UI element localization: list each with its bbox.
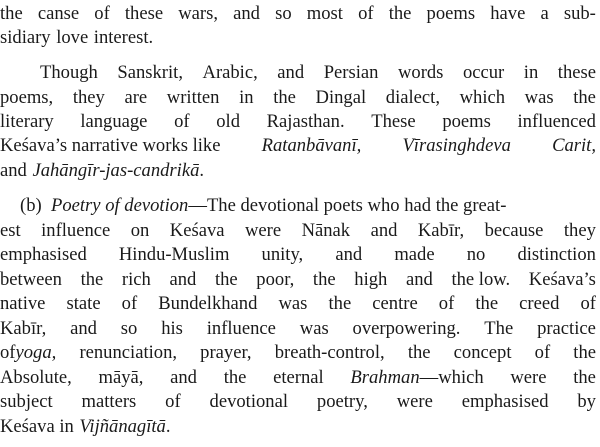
- word: canse: [37, 3, 80, 24]
- word: the: [475, 293, 499, 314]
- p3-line-3: [0, 243, 596, 267]
- word: words: [397, 62, 444, 83]
- line-text: [20, 194, 506, 218]
- word: rich: [121, 269, 151, 290]
- word: of: [94, 3, 110, 24]
- word: have: [490, 3, 526, 24]
- word: matters: [81, 391, 137, 412]
- word: poetry,: [316, 391, 368, 412]
- p2-line-1: [40, 61, 596, 85]
- punctuation: .: [199, 160, 205, 181]
- word: Nānak: [301, 220, 351, 241]
- word: The: [484, 318, 514, 339]
- word: interest.: [93, 27, 154, 48]
- word: occur: [462, 62, 505, 83]
- word: poems: [442, 111, 491, 132]
- word: poor,: [256, 269, 295, 290]
- word: and: [0, 160, 27, 181]
- word: Arabic,: [202, 62, 258, 83]
- word: on: [130, 220, 150, 241]
- word: the: [573, 87, 596, 108]
- word: a: [540, 3, 549, 24]
- word: of: [174, 111, 190, 132]
- word: these: [124, 3, 164, 24]
- word: and: [170, 367, 197, 388]
- word: Keśava’s: [528, 269, 596, 290]
- word: —which: [419, 367, 484, 388]
- word: language: [80, 111, 148, 132]
- p2-line-4: [0, 134, 596, 158]
- word: of: [438, 293, 455, 314]
- word: was: [299, 318, 329, 339]
- word: prayer,: [200, 342, 252, 363]
- word: the: [573, 342, 596, 363]
- p2-line-2: [0, 86, 596, 110]
- word: the: [223, 367, 247, 388]
- word: they: [72, 87, 105, 108]
- word: breath-control,: [274, 342, 385, 363]
- word: Kabīr,: [417, 220, 465, 241]
- p3-line-7: [0, 341, 596, 365]
- word: Persian: [323, 62, 379, 83]
- word: Kabīr,: [0, 318, 47, 339]
- word: old: [216, 111, 240, 132]
- word: est: [0, 220, 21, 241]
- word: they: [563, 220, 596, 241]
- word: no: [466, 244, 486, 265]
- word: dialect,: [385, 87, 440, 108]
- word: the: [273, 87, 296, 108]
- line-text: [79, 415, 170, 439]
- word: of: [165, 391, 181, 412]
- word: in: [523, 62, 539, 83]
- word: Hindu-Muslim: [118, 244, 230, 265]
- word: distinction: [517, 244, 596, 265]
- word: the: [407, 342, 431, 363]
- word: the: [312, 269, 336, 290]
- word: of: [358, 3, 374, 24]
- word: of: [121, 293, 138, 314]
- p3-line-5: [0, 292, 596, 316]
- work-title: Vīrasinghdeva: [402, 135, 511, 156]
- word: are: [124, 87, 148, 108]
- word: the: [0, 3, 23, 24]
- word: Rajasthan.: [266, 111, 345, 132]
- word: influence: [41, 220, 111, 241]
- p3-line-8: [0, 366, 596, 390]
- word: influenced: [517, 111, 596, 132]
- punctuation: .: [165, 416, 171, 437]
- p3-line-6: [0, 317, 596, 341]
- work-title: Carit,: [552, 135, 596, 156]
- word: and: [370, 220, 398, 241]
- word: these: [557, 62, 596, 83]
- work-title: Jahāngīr-jas-candrikā: [32, 160, 200, 181]
- word: Keśava: [169, 220, 225, 241]
- work-title: Vijñānagītā: [79, 416, 166, 437]
- line-text: [0, 341, 56, 365]
- word: the: [214, 269, 238, 290]
- word: subject: [0, 391, 53, 412]
- word: of: [580, 293, 596, 314]
- word: māyā,: [98, 367, 144, 388]
- word: native: [0, 293, 46, 314]
- term: Brahman: [350, 367, 420, 388]
- word: unity,: [261, 244, 304, 265]
- word: poems,: [0, 87, 54, 108]
- word: the: [573, 367, 596, 388]
- word: Dingal: [315, 87, 367, 108]
- word: wars,: [178, 3, 218, 24]
- line-text: Keśava in: [0, 416, 74, 437]
- word: renunciation,: [79, 342, 178, 363]
- section-label: (b): [20, 195, 42, 216]
- word: so: [275, 3, 292, 24]
- word: high: [354, 269, 388, 290]
- word: and: [169, 269, 197, 290]
- word: were: [244, 220, 282, 241]
- word: of: [534, 342, 551, 363]
- word: the: [328, 293, 352, 314]
- word: centre: [372, 293, 418, 314]
- word: devotional: [209, 391, 289, 412]
- word: practice: [537, 318, 596, 339]
- p1-line-2: [0, 26, 596, 50]
- word: most: [306, 3, 343, 24]
- line-text: [32, 159, 204, 183]
- p3-line-4: [0, 268, 596, 292]
- word: his: [161, 318, 183, 339]
- word: These: [371, 111, 416, 132]
- word: emphasised: [0, 244, 87, 265]
- word: in: [239, 87, 254, 108]
- word: eternal: [273, 367, 324, 388]
- work-title: Ratanbāvanī,: [261, 135, 362, 156]
- word: concept: [453, 342, 512, 363]
- word: Bundelkhand: [158, 293, 258, 314]
- p3-line-2: [0, 219, 596, 243]
- word: by: [577, 391, 596, 412]
- word: emphasised: [461, 391, 549, 412]
- line-text: —The devotional poets who had the great-: [188, 195, 507, 216]
- word: was: [278, 293, 308, 314]
- term: yoga,: [15, 342, 57, 363]
- word: Though: [40, 62, 98, 83]
- p3-line-9: [0, 390, 596, 414]
- word: Sanskrit,: [117, 62, 183, 83]
- p3-line-1: [20, 194, 596, 218]
- word: the: [388, 3, 412, 24]
- word: literary: [0, 111, 54, 132]
- p3-line-10: [0, 415, 596, 439]
- word: and: [405, 269, 433, 290]
- word: sub-: [563, 3, 596, 24]
- word: the low.: [451, 269, 511, 290]
- line-text: [350, 366, 483, 390]
- word: made: [394, 244, 435, 265]
- word: and: [233, 3, 260, 24]
- word: between: [0, 269, 62, 290]
- word: influence: [206, 318, 276, 339]
- word: state: [66, 293, 101, 314]
- word: sidiary: [0, 27, 51, 48]
- word: which: [459, 87, 506, 108]
- line-text: Keśava’s narrative works like: [0, 135, 221, 156]
- word: overpowering.: [352, 318, 461, 339]
- p2-line-5: [0, 159, 596, 183]
- word: was: [524, 87, 554, 108]
- p2-line-3: [0, 110, 596, 134]
- word: creed: [519, 293, 560, 314]
- word: so: [120, 318, 138, 339]
- word: poems: [426, 3, 476, 24]
- word: the: [80, 269, 104, 290]
- p1-line-1: [0, 2, 596, 26]
- word: and: [70, 318, 97, 339]
- section-heading: Poetry of devotion: [50, 195, 189, 216]
- word: written: [166, 87, 220, 108]
- word: and: [335, 244, 363, 265]
- word: were: [396, 391, 433, 412]
- word: love: [56, 27, 89, 48]
- word: Absolute,: [0, 367, 72, 388]
- word: of: [0, 342, 16, 363]
- word: and: [277, 62, 305, 83]
- word: were: [510, 367, 547, 388]
- word: because: [484, 220, 544, 241]
